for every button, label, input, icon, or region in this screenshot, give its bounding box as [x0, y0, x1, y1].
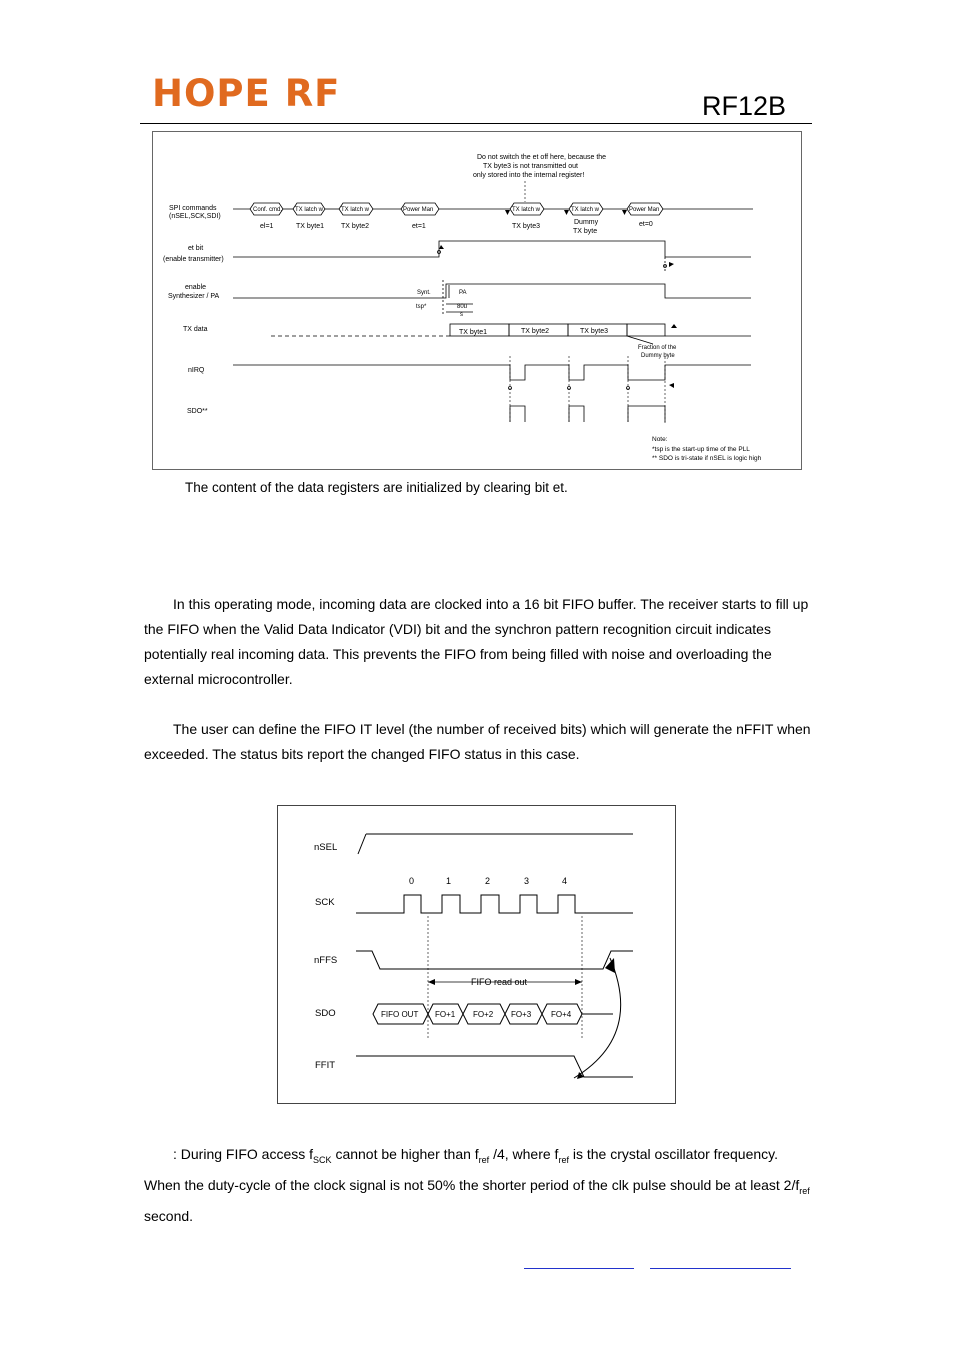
top-note-line-2: TX byte3 is not transmitted out [483, 163, 578, 170]
label-nirq: nIRQ [188, 367, 205, 374]
sig-ffit: FFIT [315, 1060, 336, 1071]
tsp-label: tsp* [416, 304, 427, 310]
clock-num-2: 2 [485, 876, 491, 886]
sdo-cell-3: FO+3 [511, 1010, 532, 1019]
sdo-cell-2: FO+2 [473, 1010, 494, 1019]
cmd-4-below: et=1 [412, 223, 426, 230]
sig-sdo: SDO [315, 1008, 336, 1019]
note-line-2: ** SDO is tri-state if nSEL is logic high [652, 455, 762, 462]
paragraph-fifo-intro [144, 592, 816, 692]
hoperf-logo: HOPE RF [152, 72, 341, 115]
label-spi-sub: (nSEL,SCK,SDI) [169, 213, 221, 220]
cmd-4: Power Man [403, 207, 434, 213]
txdata-byte-2: TX byte2 [521, 328, 550, 335]
label-et-sub: (enable transmitter) [163, 256, 224, 263]
header-rule [140, 123, 812, 124]
paragraph-fifo-it [144, 717, 816, 767]
note-line-1: *tsp is the start-up time of the PLL [652, 446, 750, 453]
cmd-1-below: el=1 [260, 223, 274, 230]
sdo-cell-0: FIFO OUT [381, 1010, 419, 1019]
tx-timing-svg [153, 132, 803, 471]
footer-link-1[interactable] [524, 1268, 634, 1269]
fifo-read-svg [278, 806, 677, 1105]
paragraph-fifo-it-text: The user can define the FIFO IT level (the number of received bits) which will generate the nFFIT when exceeded. The status bits report the changed FIFO status in this case. [144, 721, 811, 762]
sig-sck: SCK [315, 897, 335, 908]
sig-nffs: nFFS [314, 955, 338, 966]
pa-label: PA [459, 290, 467, 296]
clock-num-1: 1 [446, 876, 452, 886]
label-txdata: TX data [183, 326, 208, 333]
fifo-read-out-label: FIFO read out [471, 977, 528, 987]
label-spi: SPI commands [169, 205, 217, 212]
cmd-3: TX latch w [341, 207, 370, 213]
label-sdo: SDO** [187, 408, 208, 415]
sdo-cell-1: FO+1 [435, 1010, 456, 1019]
label-synth: enable [185, 284, 207, 291]
label-synth-sub: Synthesizer / PA [168, 293, 220, 300]
cmd-2-below: TX byte1 [296, 223, 325, 230]
cmd-6: TX latch w [571, 207, 600, 213]
model-name: RF12B [702, 91, 787, 121]
sdo-cell-4: FO+4 [551, 1010, 572, 1019]
txdata-byte-3: TX byte3 [580, 328, 609, 335]
synt-label: Synt. [417, 290, 431, 296]
top-note-line-1: Do not switch the et off here, because the [477, 154, 607, 161]
fifo-read-diagram [277, 805, 676, 1104]
time-label: 80u [457, 304, 468, 310]
paragraph-fifo-access-text: : During FIFO access $f_{SCK}$ cannot be higher than $f_{ref}$ /4, where $f_{ref}$ is the crystal oscillator frequency. When the duty-cycle of the clock signal is not 50% the shorter period of the clk pulse should be at least $2/f_{ref}$ second. [144, 1146, 810, 1224]
cmd-3-below: TX byte2 [341, 223, 370, 230]
cmd-6-sub: TX byte [573, 228, 598, 235]
clock-num-0: 0 [409, 876, 415, 886]
time-unit: s [460, 312, 463, 318]
cmd-5: TX latch w [512, 207, 541, 213]
cmd-1: Conf. cmd. [253, 207, 283, 213]
figure-caption: The content of the data registers are initialized by clearing bit et. [185, 480, 568, 495]
top-note-line-3: only stored into the internal register! [473, 172, 585, 179]
footer-link-2[interactable] [650, 1268, 791, 1269]
clock-num-4: 4 [562, 876, 568, 886]
txdata-byte-1: TX byte1 [459, 329, 488, 336]
fraction-label-1: Fraction of the [638, 345, 677, 351]
paragraph-fifo-access [144, 1142, 816, 1229]
cmd-7: Power Man [629, 207, 660, 213]
note-title: Note: [652, 436, 668, 443]
fraction-label-2: Dummy byte [641, 353, 675, 359]
paragraph-fifo-intro-text: In this operating mode, incoming data are clocked into a 16 bit FIFO buffer. The receiver starts to fill up the FIFO when the Valid Data Indicator (VDI) bit and the synchron pattern recognition circuit indicates potentially real incoming data. This prevents the FIFO from being filled with noise and overloading the external microcontroller. [144, 596, 809, 687]
sig-nsel: nSEL [314, 842, 338, 853]
cmd-6-below: Dummy [574, 219, 599, 226]
clock-num-3: 3 [524, 876, 530, 886]
cmd-2: TX latch w [295, 207, 324, 213]
label-et: et bit [188, 245, 204, 252]
cmd-5-below: TX byte3 [512, 223, 541, 230]
tx-timing-diagram [152, 131, 802, 470]
cmd-7-below: et=0 [639, 221, 653, 228]
